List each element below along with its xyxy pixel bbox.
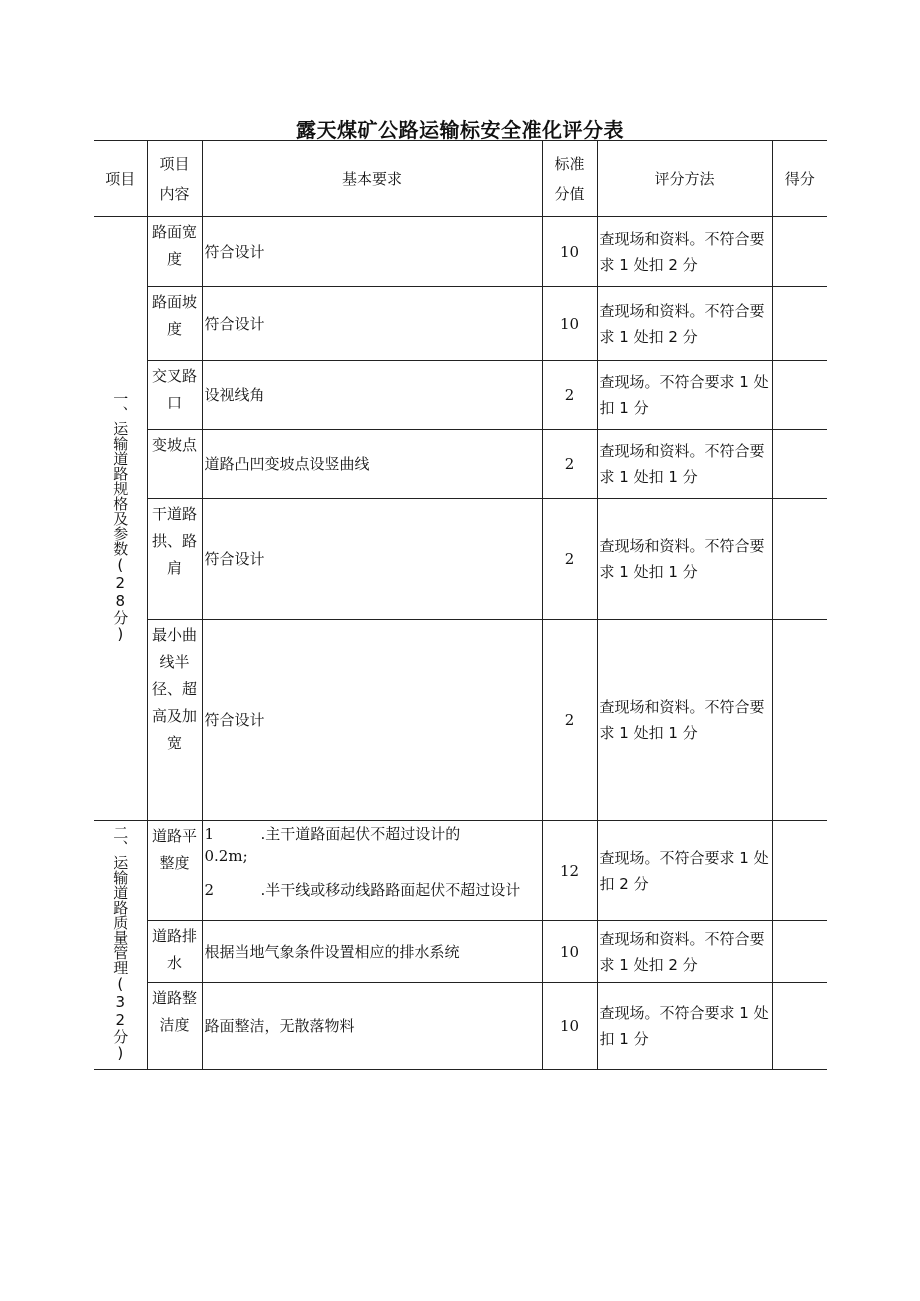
row-method: 查现场和资料。不符合要求 1 处扣 2 分 xyxy=(597,921,772,983)
row-content: 道路平整度 xyxy=(147,821,202,921)
section-label: 二、运输道路质量管理(32分) xyxy=(94,821,147,1070)
row-content: 道路整洁度 xyxy=(147,983,202,1070)
row-content: 道路排水 xyxy=(147,921,202,983)
row-result[interactable] xyxy=(772,217,827,287)
table-row xyxy=(94,217,827,287)
row-result[interactable] xyxy=(772,430,827,499)
row-method: 查现场和资料。不符合要求 1 处扣 2 分 xyxy=(597,287,772,361)
row-method: 查现场和资料。不符合要求 1 处扣 1 分 xyxy=(597,620,772,821)
page-title: 露天煤矿公路运输标安全准化评分表 xyxy=(296,118,624,142)
row-method: 查现场和资料。不符合要求 1 处扣 2 分 xyxy=(597,217,772,287)
row-content: 变坡点 xyxy=(147,430,202,499)
row-requirement: 符合设计 xyxy=(202,499,542,620)
table-row xyxy=(94,921,827,983)
row-result[interactable] xyxy=(772,287,827,361)
row-requirement: 符合设计 xyxy=(202,620,542,821)
row-score: 2 xyxy=(542,361,597,430)
section-label: 一、运输道路规格及参数(28分) xyxy=(94,217,147,821)
scoring-table xyxy=(94,140,827,1070)
table-row xyxy=(94,430,827,499)
row-result[interactable] xyxy=(772,983,827,1070)
header-method: 评分方法 xyxy=(597,141,772,217)
header-score: 标准 分值 xyxy=(542,141,597,217)
header-item: 项目 xyxy=(94,141,147,217)
row-score: 12 xyxy=(542,821,597,921)
row-requirement: 路面整洁，无散落物料 xyxy=(202,983,542,1070)
table-row xyxy=(94,361,827,430)
row-score: 10 xyxy=(542,217,597,287)
row-requirement: 设视线角 xyxy=(202,361,542,430)
row-requirement: 根据当地气象条件设置相应的排水系统 xyxy=(202,921,542,983)
row-method: 查现场和资料。不符合要求 1 处扣 1 分 xyxy=(597,430,772,499)
row-score: 2 xyxy=(542,499,597,620)
row-requirement: 符合设计 xyxy=(202,217,542,287)
table-row xyxy=(94,620,827,821)
row-requirement: 符合设计 xyxy=(202,287,542,361)
header-result: 得分 xyxy=(772,141,827,217)
header-requirement: 基本要求 xyxy=(202,141,542,217)
table-row xyxy=(94,499,827,620)
row-content: 最小曲线半径、超高及加宽 xyxy=(147,620,202,821)
row-method: 查现场和资料。不符合要求 1 处扣 1 分 xyxy=(597,499,772,620)
header-row xyxy=(94,141,827,217)
row-score: 10 xyxy=(542,921,597,983)
row-result[interactable] xyxy=(772,620,827,821)
row-content: 干道路拱、路肩 xyxy=(147,499,202,620)
table-row xyxy=(94,821,827,921)
row-score: 2 xyxy=(542,620,597,821)
row-result[interactable] xyxy=(772,921,827,983)
row-method: 查现场。不符合要求 1 处扣 1 分 xyxy=(597,983,772,1070)
row-method: 查现场。不符合要求 1 处扣 2 分 xyxy=(597,821,772,921)
row-content: 路面宽度 xyxy=(147,217,202,287)
row-requirement: 1 .主干道路面起伏不超过设计的 0.2m; 2 .半干线或移动线路路面起伏不超过设计 xyxy=(202,821,542,921)
row-content: 路面坡度 xyxy=(147,287,202,361)
row-content: 交叉路口 xyxy=(147,361,202,430)
row-score: 10 xyxy=(542,287,597,361)
header-content: 项目 内容 xyxy=(147,141,202,217)
row-result[interactable] xyxy=(772,499,827,620)
table-row xyxy=(94,983,827,1070)
row-score: 2 xyxy=(542,430,597,499)
row-score: 10 xyxy=(542,983,597,1070)
row-method: 查现场。不符合要求 1 处扣 1 分 xyxy=(597,361,772,430)
row-result[interactable] xyxy=(772,821,827,921)
table-row xyxy=(94,287,827,361)
row-result[interactable] xyxy=(772,361,827,430)
row-requirement: 道路凸凹变坡点设竖曲线 xyxy=(202,430,542,499)
